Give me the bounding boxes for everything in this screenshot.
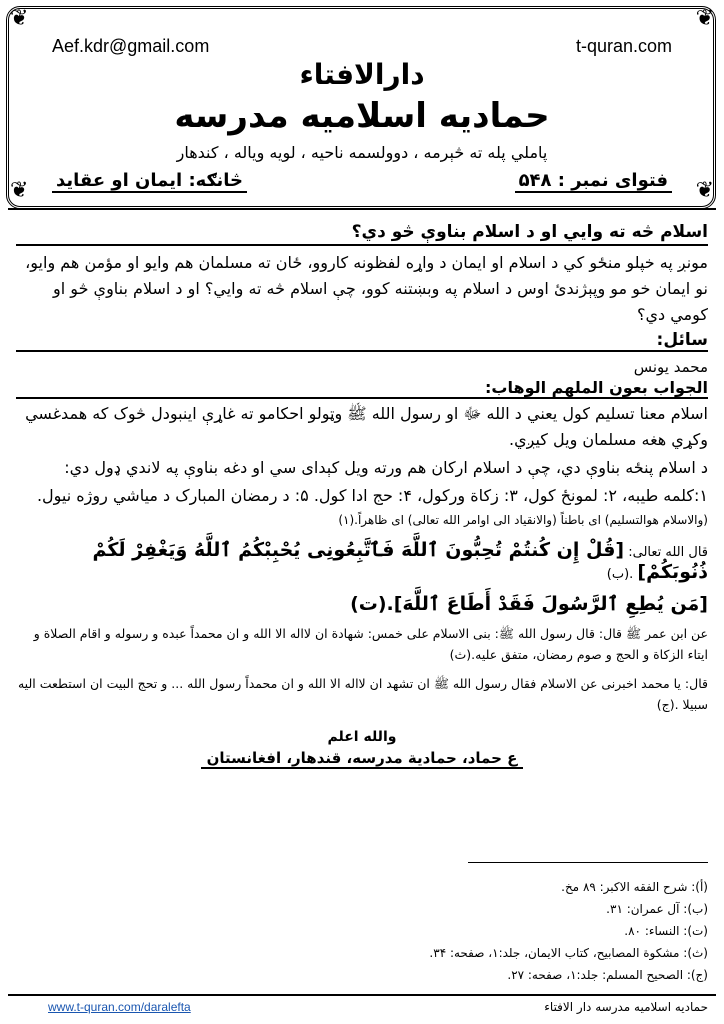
ornament-icon: ❦ bbox=[10, 6, 29, 31]
hadith-2: قال: يا محمد اخبرنى عن الاسلام فقال رسول الله ﷺ ان تشهد ان لااله الا الله و ان محمداً رسول الله ... و تحج البيت ان استطعت اليه سبيلا .(ج) bbox=[17, 676, 708, 712]
footnote-item: (ت): النساء: ۸۰. bbox=[624, 924, 708, 938]
footer-divider bbox=[8, 994, 716, 996]
ornament-icon: ❦ bbox=[10, 178, 29, 203]
answer-paragraph-3: ۱:کلمه طيبه، ۲: لمونځ کول، ۳: زکاة ورکول، ۴: حج ادا کول. ۵: د رمضان المبارک د مياشي روژه نيول. bbox=[36, 486, 708, 505]
signature-text: ع حماد، حمادية مدرسه، قندهار، افغانستان bbox=[201, 749, 524, 769]
question-title: اسلام څه ته وايي او د اسلام بناوې څو دي؟ bbox=[16, 222, 708, 246]
footnote-item: (ج): الصحيح المسلم: جلد:۱، صفحه: ۲۷. bbox=[507, 968, 708, 982]
ornament-icon: ❦ bbox=[695, 178, 714, 203]
answer-paragraph-2: د اسلام پنځه بناوې دي، چې د اسلام ارکان هم ورته ويل کېدای سي او دغه بناوې په لاندي ډول دي: bbox=[64, 458, 708, 477]
header-website[interactable]: t-quran.com bbox=[575, 36, 672, 56]
verse-2: [مَن يُطِعِ ٱلرَّسُولَ فَقَدْ أَطَاعَ ٱللَّهَ].(ت) bbox=[350, 593, 708, 615]
asker-name: محمد يونس bbox=[633, 358, 708, 376]
header-title-madrasa: حمادیه اسلامیه مدرسه bbox=[174, 96, 550, 136]
answer-title: الجواب بعون الملهم الوهاب: bbox=[16, 378, 708, 399]
fatwa-content bbox=[16, 222, 708, 767]
header-email[interactable]: Aef.kdr@gmail.com bbox=[52, 36, 210, 56]
divider bbox=[8, 208, 716, 210]
header-title-darulifta: دارالافتاء bbox=[299, 58, 425, 91]
footnote-item: (ث): مشكوة المصابيح، كتاب الايمان، جلد:۱، صفحه: ۳۴. bbox=[429, 946, 708, 960]
footnote-divider bbox=[468, 862, 708, 863]
footnotes bbox=[429, 876, 708, 986]
header-address: پاملي پله ته څېرمه ، دوولسمه ناحيه ، لويه وياله ، کندهار bbox=[176, 143, 548, 162]
hadith-1: عن ابن عمر ﷺ قال: قال رسول الله ﷺ: بنى الاسلام على خمس: شهادة ان لااله الا الله و ان محمداً عبده و رسوله و اقام الصلاة و ايتاء الزكاة و الحج و صوم رمضان، متفق عليه.(ث) bbox=[33, 626, 708, 662]
footnote-item: (أ): شرح الفقه الاكبر: ۸۹ مخ. bbox=[561, 880, 708, 894]
fatwa-section: څانګه: ايمان او عقايد bbox=[52, 170, 247, 193]
answer-paragraph-1: اسلام معنا تسليم کول يعني د الله ﷻ او رسول الله ﷺ وټولو احکامو ته غاړې اينبودل څوک که همدغسي وکړي هغه مسلمان ويل کيږي. bbox=[25, 404, 708, 449]
asker-label: سائل: bbox=[16, 330, 708, 352]
footnote-item: (ب): آل عمران: ۳۱. bbox=[606, 902, 708, 916]
signature bbox=[16, 749, 708, 767]
footer-url-link[interactable]: www.t-quran.com/daralefta bbox=[48, 1000, 191, 1014]
fatwa-number: فتوای نمبر : ۵۴۸ bbox=[515, 170, 672, 193]
footer-name: حماديه اسلاميه مدرسه دار الافتاء bbox=[544, 1000, 708, 1014]
ornament-icon: ❦ bbox=[695, 6, 714, 31]
question-body: مونږ په خپلو منځو کي د اسلام او ايمان د واړه لفظونه کاروو، ځان ته مسلمان هم وايو او مؤمن هم وايو، نو ايمان خو مو وپېژندئ اوس د اسلام په وبښتنه کوو، چې اسلام څه ته وايي؟ او د اسلام بناوې څو او کومي دي؟ bbox=[25, 253, 708, 324]
answer-quote: (والاسلام هوالتسليم) اى باطناً (والانقياد الى اوامر الله تعالى) اى ظاهراً.(۱) bbox=[338, 513, 708, 527]
verse-1-text: [قُلْ إِن كُنتُمْ تُحِبُّونَ ٱللَّهَ فَٱتَّبِعُونِى يُحْبِبْكُمُ ٱللَّهُ وَيَغْفِرْ لَكُمْ ذُنُوبَكُمْ] bbox=[92, 539, 708, 583]
verse-1-intro: قال الله تعالى: bbox=[628, 545, 708, 560]
verse-1-ref: .(ب) bbox=[606, 567, 634, 582]
closing-wallahu-alam: والله اعلم bbox=[327, 729, 397, 745]
verse-1 bbox=[16, 539, 708, 583]
